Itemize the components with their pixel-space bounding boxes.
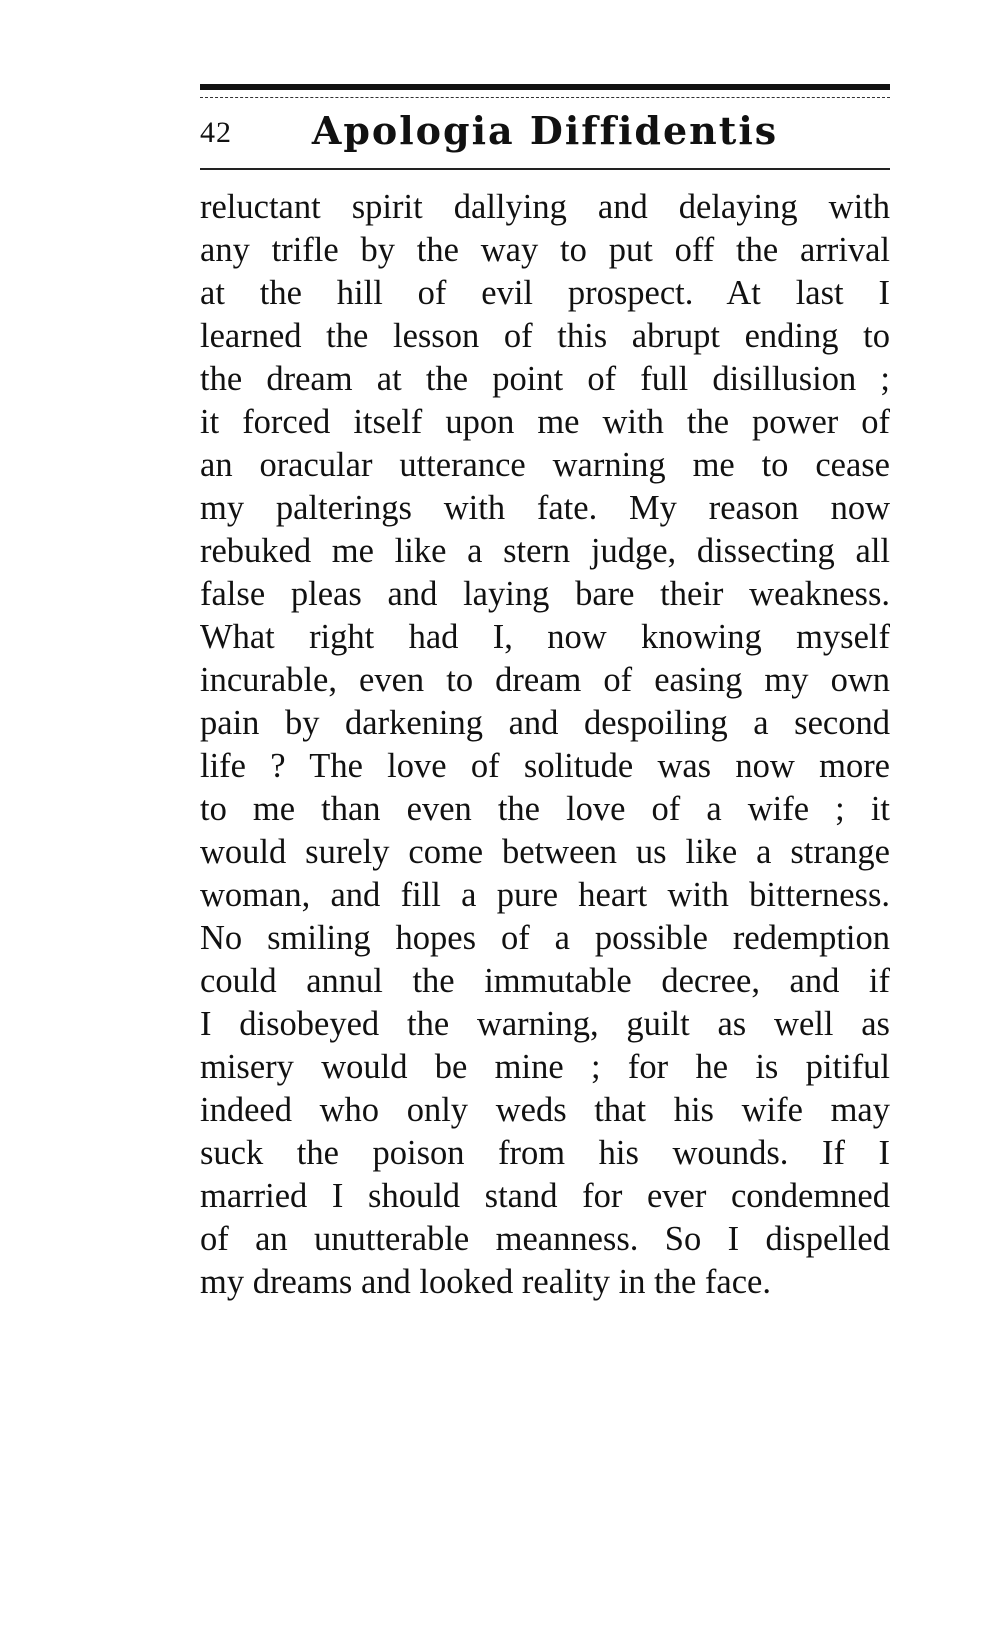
text-line: learned the lesson of this abrupt ending to: [200, 317, 890, 355]
body-text: [200, 186, 890, 1304]
text-line: of an unutterable meanness. So I dispelled: [200, 1220, 890, 1258]
text-line: What right had I, now knowing myself: [200, 618, 890, 656]
text-line: could annul the immutable decree, and if: [200, 962, 890, 1000]
page-header: [200, 108, 890, 160]
text-line: any trifle by the way to put off the arrival: [200, 231, 890, 269]
text-line: rebuked me like a stern judge, dissecting all: [200, 532, 890, 570]
text-line: life ? The love of solitude was now more: [200, 747, 890, 785]
text-line: reluctant spirit dallying and delaying with: [200, 188, 890, 226]
text-line: would surely come between us like a strange: [200, 833, 890, 871]
text-line: suck the poison from his wounds. If I: [200, 1134, 890, 1172]
text-line: woman, and fill a pure heart with bitterness.: [200, 876, 890, 914]
text-line: indeed who only weds that his wife may: [200, 1091, 890, 1129]
text-line: false pleas and laying bare their weakness.: [200, 575, 890, 613]
text-line: my dreams and looked reality in the face.: [200, 1263, 771, 1301]
text-line: the dream at the point of full disillusion ;: [200, 360, 890, 398]
text-line: it forced itself upon me with the power of: [200, 403, 890, 441]
text-line: an oracular utterance warning me to cease: [200, 446, 890, 484]
header-rule-thick: [200, 84, 890, 90]
text-line: misery would be mine ; for he is pitiful: [200, 1048, 890, 1086]
text-line: pain by darkening and despoiling a second: [200, 704, 890, 742]
text-line: incurable, even to dream of easing my own: [200, 661, 890, 699]
text-line: at the hill of evil prospect. At last I: [200, 274, 890, 312]
text-line: married I should stand for ever condemned: [200, 1177, 890, 1215]
header-rule-bottom: [200, 168, 890, 170]
text-line: No smiling hopes of a possible redemption: [200, 919, 890, 957]
running-title: Apologia Diffidentis: [311, 108, 779, 153]
text-line: I disobeyed the warning, guilt as well as: [200, 1005, 890, 1043]
text-line: my palterings with fate. My reason now: [200, 489, 890, 527]
text-line: to me than even the love of a wife ; it: [200, 790, 890, 828]
page-number: 42: [200, 116, 232, 149]
header-rule-thin: [200, 97, 890, 98]
